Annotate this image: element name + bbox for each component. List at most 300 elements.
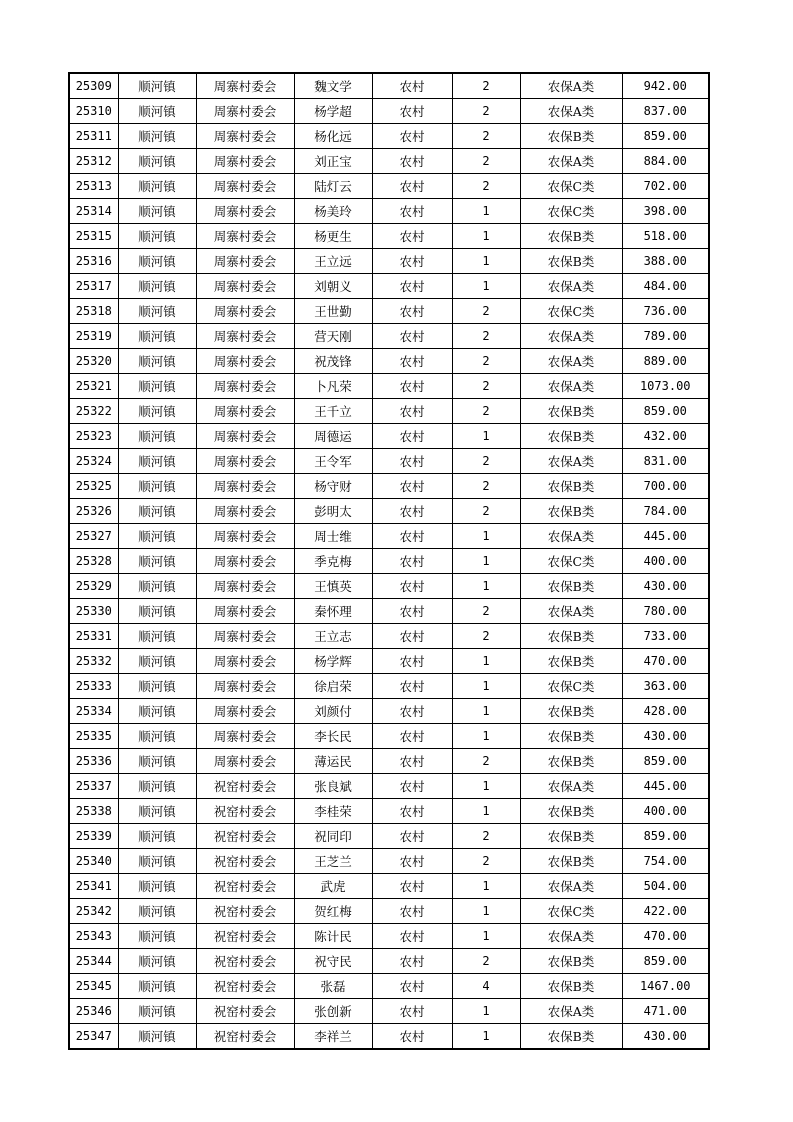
amount-cell: 400.00	[622, 549, 709, 574]
household-count-cell: 2	[452, 124, 520, 149]
town-cell: 顺河镇	[118, 174, 196, 199]
record-id-cell: 25338	[69, 799, 118, 824]
table-row	[69, 249, 709, 274]
household-count-cell: 1	[452, 574, 520, 599]
person-name-cell: 营天刚	[294, 324, 372, 349]
household-count-cell: 2	[452, 749, 520, 774]
record-id-cell: 25325	[69, 474, 118, 499]
person-name-cell: 王芝兰	[294, 849, 372, 874]
record-id-cell: 25335	[69, 724, 118, 749]
person-name-cell: 魏文学	[294, 73, 372, 99]
table-row	[69, 149, 709, 174]
village-committee-cell: 周寨村委会	[196, 424, 294, 449]
village-committee-cell: 周寨村委会	[196, 499, 294, 524]
insurance-category-cell: 农保B类	[520, 699, 622, 724]
record-id-cell: 25342	[69, 899, 118, 924]
amount-cell: 837.00	[622, 99, 709, 124]
area-type-cell: 农村	[372, 149, 452, 174]
town-cell: 顺河镇	[118, 599, 196, 624]
area-type-cell: 农村	[372, 1024, 452, 1050]
person-name-cell: 王立远	[294, 249, 372, 274]
person-name-cell: 刘正宝	[294, 149, 372, 174]
town-cell: 顺河镇	[118, 524, 196, 549]
table-row	[69, 374, 709, 399]
insurance-category-cell: 农保A类	[520, 599, 622, 624]
village-committee-cell: 周寨村委会	[196, 99, 294, 124]
insurance-category-cell: 农保B类	[520, 124, 622, 149]
area-type-cell: 农村	[372, 549, 452, 574]
amount-cell: 430.00	[622, 574, 709, 599]
record-id-cell: 25328	[69, 549, 118, 574]
table-row	[69, 674, 709, 699]
table-row	[69, 299, 709, 324]
household-count-cell: 1	[452, 1024, 520, 1050]
person-name-cell: 杨美玲	[294, 199, 372, 224]
area-type-cell: 农村	[372, 899, 452, 924]
record-id-cell: 25340	[69, 849, 118, 874]
insurance-category-cell: 农保C类	[520, 674, 622, 699]
table-row	[69, 1024, 709, 1050]
amount-cell: 884.00	[622, 149, 709, 174]
village-committee-cell: 周寨村委会	[196, 374, 294, 399]
insurance-category-cell: 农保B类	[520, 399, 622, 424]
village-committee-cell: 祝窑村委会	[196, 999, 294, 1024]
record-id-cell: 25345	[69, 974, 118, 999]
amount-cell: 471.00	[622, 999, 709, 1024]
insurance-category-cell: 农保B类	[520, 574, 622, 599]
person-name-cell: 徐启荣	[294, 674, 372, 699]
insurance-category-cell: 农保B类	[520, 474, 622, 499]
record-id-cell: 25311	[69, 124, 118, 149]
record-id-cell: 25341	[69, 874, 118, 899]
household-count-cell: 1	[452, 249, 520, 274]
table-row	[69, 949, 709, 974]
area-type-cell: 农村	[372, 99, 452, 124]
insurance-category-cell: 农保A类	[520, 874, 622, 899]
household-count-cell: 2	[452, 449, 520, 474]
household-count-cell: 2	[452, 849, 520, 874]
village-committee-cell: 周寨村委会	[196, 324, 294, 349]
person-name-cell: 刘朝义	[294, 274, 372, 299]
household-count-cell: 1	[452, 199, 520, 224]
record-id-cell: 25324	[69, 449, 118, 474]
town-cell: 顺河镇	[118, 799, 196, 824]
record-id-cell: 25334	[69, 699, 118, 724]
table-row	[69, 699, 709, 724]
person-name-cell: 周士维	[294, 524, 372, 549]
area-type-cell: 农村	[372, 624, 452, 649]
person-name-cell: 杨更生	[294, 224, 372, 249]
household-count-cell: 2	[452, 149, 520, 174]
record-id-cell: 25339	[69, 824, 118, 849]
household-count-cell: 1	[452, 524, 520, 549]
person-name-cell: 张创新	[294, 999, 372, 1024]
village-committee-cell: 周寨村委会	[196, 574, 294, 599]
town-cell: 顺河镇	[118, 549, 196, 574]
town-cell: 顺河镇	[118, 824, 196, 849]
area-type-cell: 农村	[372, 399, 452, 424]
amount-cell: 859.00	[622, 124, 709, 149]
record-id-cell: 25333	[69, 674, 118, 699]
village-committee-cell: 周寨村委会	[196, 649, 294, 674]
record-id-cell: 25327	[69, 524, 118, 549]
amount-cell: 859.00	[622, 824, 709, 849]
person-name-cell: 杨化远	[294, 124, 372, 149]
insurance-category-cell: 农保A类	[520, 449, 622, 474]
town-cell: 顺河镇	[118, 774, 196, 799]
amount-cell: 400.00	[622, 799, 709, 824]
table-row	[69, 974, 709, 999]
amount-cell: 859.00	[622, 749, 709, 774]
insurance-category-cell: 农保B类	[520, 249, 622, 274]
insurance-category-cell: 农保A类	[520, 274, 622, 299]
village-committee-cell: 周寨村委会	[196, 224, 294, 249]
insurance-category-cell: 农保B类	[520, 949, 622, 974]
table-row	[69, 649, 709, 674]
person-name-cell: 李桂荣	[294, 799, 372, 824]
insurance-category-cell: 农保A类	[520, 524, 622, 549]
area-type-cell: 农村	[372, 474, 452, 499]
record-id-cell: 25313	[69, 174, 118, 199]
area-type-cell: 农村	[372, 524, 452, 549]
amount-cell: 859.00	[622, 399, 709, 424]
record-id-cell: 25346	[69, 999, 118, 1024]
area-type-cell: 农村	[372, 924, 452, 949]
area-type-cell: 农村	[372, 324, 452, 349]
town-cell: 顺河镇	[118, 924, 196, 949]
amount-cell: 422.00	[622, 899, 709, 924]
amount-cell: 432.00	[622, 424, 709, 449]
town-cell: 顺河镇	[118, 99, 196, 124]
record-id-cell: 25323	[69, 424, 118, 449]
table-row	[69, 499, 709, 524]
record-id-cell: 25344	[69, 949, 118, 974]
insurance-category-cell: 农保A类	[520, 324, 622, 349]
amount-cell: 430.00	[622, 724, 709, 749]
table-row	[69, 824, 709, 849]
record-id-cell: 25337	[69, 774, 118, 799]
table-row	[69, 574, 709, 599]
table-row	[69, 749, 709, 774]
village-committee-cell: 周寨村委会	[196, 349, 294, 374]
person-name-cell: 陈计民	[294, 924, 372, 949]
town-cell: 顺河镇	[118, 624, 196, 649]
area-type-cell: 农村	[372, 299, 452, 324]
insurance-category-cell: 农保A类	[520, 374, 622, 399]
amount-cell: 470.00	[622, 924, 709, 949]
household-count-cell: 1	[452, 924, 520, 949]
table-row	[69, 399, 709, 424]
insurance-category-cell: 农保B类	[520, 749, 622, 774]
person-name-cell: 祝茂锋	[294, 349, 372, 374]
village-committee-cell: 周寨村委会	[196, 399, 294, 424]
record-id-cell: 25319	[69, 324, 118, 349]
village-committee-cell: 周寨村委会	[196, 73, 294, 99]
household-count-cell: 2	[452, 599, 520, 624]
area-type-cell: 农村	[372, 249, 452, 274]
person-name-cell: 张磊	[294, 974, 372, 999]
area-type-cell: 农村	[372, 374, 452, 399]
insurance-category-cell: 农保A类	[520, 73, 622, 99]
village-committee-cell: 祝窑村委会	[196, 899, 294, 924]
amount-cell: 445.00	[622, 524, 709, 549]
table-row	[69, 999, 709, 1024]
insurance-category-cell: 农保A类	[520, 99, 622, 124]
village-committee-cell: 周寨村委会	[196, 549, 294, 574]
village-committee-cell: 周寨村委会	[196, 199, 294, 224]
table-row	[69, 274, 709, 299]
amount-cell: 1073.00	[622, 374, 709, 399]
town-cell: 顺河镇	[118, 124, 196, 149]
area-type-cell: 农村	[372, 349, 452, 374]
town-cell: 顺河镇	[118, 849, 196, 874]
village-committee-cell: 祝窑村委会	[196, 974, 294, 999]
insurance-category-cell: 农保B类	[520, 974, 622, 999]
village-committee-cell: 周寨村委会	[196, 749, 294, 774]
amount-cell: 504.00	[622, 874, 709, 899]
amount-cell: 363.00	[622, 674, 709, 699]
insurance-category-cell: 农保C类	[520, 549, 622, 574]
village-committee-cell: 周寨村委会	[196, 449, 294, 474]
insurance-category-cell: 农保B类	[520, 649, 622, 674]
record-id-cell: 25321	[69, 374, 118, 399]
area-type-cell: 农村	[372, 724, 452, 749]
person-name-cell: 王千立	[294, 399, 372, 424]
area-type-cell: 农村	[372, 674, 452, 699]
town-cell: 顺河镇	[118, 974, 196, 999]
village-committee-cell: 周寨村委会	[196, 674, 294, 699]
village-committee-cell: 周寨村委会	[196, 124, 294, 149]
table-row	[69, 849, 709, 874]
town-cell: 顺河镇	[118, 73, 196, 99]
area-type-cell: 农村	[372, 224, 452, 249]
table-row	[69, 474, 709, 499]
insurance-category-cell: 农保B类	[520, 799, 622, 824]
household-count-cell: 1	[452, 699, 520, 724]
household-count-cell: 2	[452, 349, 520, 374]
area-type-cell: 农村	[372, 749, 452, 774]
household-count-cell: 1	[452, 799, 520, 824]
amount-cell: 445.00	[622, 774, 709, 799]
household-count-cell: 1	[452, 899, 520, 924]
village-committee-cell: 祝窑村委会	[196, 824, 294, 849]
household-count-cell: 2	[452, 474, 520, 499]
area-type-cell: 农村	[372, 874, 452, 899]
record-id-cell: 25326	[69, 499, 118, 524]
table-row	[69, 174, 709, 199]
amount-cell: 831.00	[622, 449, 709, 474]
amount-cell: 736.00	[622, 299, 709, 324]
household-count-cell: 1	[452, 774, 520, 799]
person-name-cell: 王令军	[294, 449, 372, 474]
village-committee-cell: 祝窑村委会	[196, 849, 294, 874]
household-count-cell: 1	[452, 724, 520, 749]
person-name-cell: 武虎	[294, 874, 372, 899]
person-name-cell: 杨学辉	[294, 649, 372, 674]
area-type-cell: 农村	[372, 774, 452, 799]
table-row	[69, 724, 709, 749]
insurance-category-cell: 农保B类	[520, 849, 622, 874]
table-row	[69, 324, 709, 349]
village-committee-cell: 周寨村委会	[196, 174, 294, 199]
person-name-cell: 祝同印	[294, 824, 372, 849]
amount-cell: 1467.00	[622, 974, 709, 999]
town-cell: 顺河镇	[118, 249, 196, 274]
area-type-cell: 农村	[372, 849, 452, 874]
insurance-category-cell: 农保A类	[520, 774, 622, 799]
household-count-cell: 2	[452, 499, 520, 524]
record-id-cell: 25316	[69, 249, 118, 274]
table-row	[69, 349, 709, 374]
insurance-category-cell: 农保B类	[520, 724, 622, 749]
town-cell: 顺河镇	[118, 999, 196, 1024]
household-count-cell: 2	[452, 949, 520, 974]
table-row	[69, 199, 709, 224]
town-cell: 顺河镇	[118, 424, 196, 449]
household-count-cell: 2	[452, 324, 520, 349]
table-row	[69, 224, 709, 249]
record-id-cell: 25336	[69, 749, 118, 774]
household-count-cell: 1	[452, 874, 520, 899]
table-row	[69, 924, 709, 949]
amount-cell: 700.00	[622, 474, 709, 499]
amount-cell: 780.00	[622, 599, 709, 624]
area-type-cell: 农村	[372, 599, 452, 624]
table-row	[69, 774, 709, 799]
person-name-cell: 张良斌	[294, 774, 372, 799]
table-row	[69, 599, 709, 624]
household-count-cell: 1	[452, 649, 520, 674]
person-name-cell: 周德运	[294, 424, 372, 449]
insurance-category-cell: 农保B类	[520, 224, 622, 249]
town-cell: 顺河镇	[118, 149, 196, 174]
record-id-cell: 25331	[69, 624, 118, 649]
area-type-cell: 农村	[372, 499, 452, 524]
village-committee-cell: 祝窑村委会	[196, 874, 294, 899]
person-name-cell: 彭明太	[294, 499, 372, 524]
record-id-cell: 25322	[69, 399, 118, 424]
town-cell: 顺河镇	[118, 674, 196, 699]
village-committee-cell: 周寨村委会	[196, 299, 294, 324]
insurance-category-cell: 农保C类	[520, 174, 622, 199]
town-cell: 顺河镇	[118, 499, 196, 524]
record-id-cell: 25320	[69, 349, 118, 374]
insurance-category-cell: 农保B类	[520, 624, 622, 649]
amount-cell: 789.00	[622, 324, 709, 349]
town-cell: 顺河镇	[118, 324, 196, 349]
town-cell: 顺河镇	[118, 349, 196, 374]
town-cell: 顺河镇	[118, 574, 196, 599]
town-cell: 顺河镇	[118, 699, 196, 724]
table-row	[69, 624, 709, 649]
amount-cell: 428.00	[622, 699, 709, 724]
village-committee-cell: 周寨村委会	[196, 699, 294, 724]
village-committee-cell: 祝窑村委会	[196, 1024, 294, 1050]
village-committee-cell: 祝窑村委会	[196, 799, 294, 824]
village-committee-cell: 周寨村委会	[196, 624, 294, 649]
person-name-cell: 李祥兰	[294, 1024, 372, 1050]
household-count-cell: 2	[452, 624, 520, 649]
table-row	[69, 124, 709, 149]
person-name-cell: 杨守财	[294, 474, 372, 499]
person-name-cell: 卜凡荣	[294, 374, 372, 399]
amount-cell: 484.00	[622, 274, 709, 299]
household-count-cell: 1	[452, 224, 520, 249]
table-row	[69, 424, 709, 449]
table-row	[69, 799, 709, 824]
town-cell: 顺河镇	[118, 199, 196, 224]
table-row	[69, 99, 709, 124]
household-count-cell: 1	[452, 674, 520, 699]
area-type-cell: 农村	[372, 799, 452, 824]
record-id-cell: 25309	[69, 73, 118, 99]
record-id-cell: 25332	[69, 649, 118, 674]
amount-cell: 859.00	[622, 949, 709, 974]
town-cell: 顺河镇	[118, 649, 196, 674]
amount-cell: 733.00	[622, 624, 709, 649]
person-name-cell: 薄运民	[294, 749, 372, 774]
town-cell: 顺河镇	[118, 274, 196, 299]
person-name-cell: 陆灯云	[294, 174, 372, 199]
town-cell: 顺河镇	[118, 299, 196, 324]
record-id-cell: 25315	[69, 224, 118, 249]
household-count-cell: 1	[452, 274, 520, 299]
record-id-cell: 25312	[69, 149, 118, 174]
household-count-cell: 1	[452, 424, 520, 449]
person-name-cell: 杨学超	[294, 99, 372, 124]
village-committee-cell: 周寨村委会	[196, 149, 294, 174]
record-id-cell: 25343	[69, 924, 118, 949]
village-committee-cell: 祝窑村委会	[196, 949, 294, 974]
amount-cell: 518.00	[622, 224, 709, 249]
record-id-cell: 25318	[69, 299, 118, 324]
amount-cell: 754.00	[622, 849, 709, 874]
person-name-cell: 王立志	[294, 624, 372, 649]
town-cell: 顺河镇	[118, 899, 196, 924]
town-cell: 顺河镇	[118, 374, 196, 399]
village-committee-cell: 周寨村委会	[196, 474, 294, 499]
area-type-cell: 农村	[372, 424, 452, 449]
insurance-category-cell: 农保B类	[520, 424, 622, 449]
town-cell: 顺河镇	[118, 949, 196, 974]
insurance-category-cell: 农保B类	[520, 499, 622, 524]
insurance-category-cell: 农保B类	[520, 1024, 622, 1050]
roster-body	[69, 73, 709, 1049]
village-committee-cell: 周寨村委会	[196, 599, 294, 624]
household-count-cell: 4	[452, 974, 520, 999]
town-cell: 顺河镇	[118, 399, 196, 424]
area-type-cell: 农村	[372, 649, 452, 674]
table-row	[69, 73, 709, 99]
area-type-cell: 农村	[372, 949, 452, 974]
area-type-cell: 农村	[372, 999, 452, 1024]
village-committee-cell: 周寨村委会	[196, 274, 294, 299]
household-count-cell: 2	[452, 99, 520, 124]
area-type-cell: 农村	[372, 699, 452, 724]
amount-cell: 470.00	[622, 649, 709, 674]
town-cell: 顺河镇	[118, 474, 196, 499]
person-name-cell: 王慎英	[294, 574, 372, 599]
area-type-cell: 农村	[372, 574, 452, 599]
person-name-cell: 贺红梅	[294, 899, 372, 924]
table-row	[69, 524, 709, 549]
amount-cell: 784.00	[622, 499, 709, 524]
insurance-category-cell: 农保B类	[520, 824, 622, 849]
household-count-cell: 2	[452, 374, 520, 399]
area-type-cell: 农村	[372, 174, 452, 199]
person-name-cell: 秦怀理	[294, 599, 372, 624]
record-id-cell: 25329	[69, 574, 118, 599]
